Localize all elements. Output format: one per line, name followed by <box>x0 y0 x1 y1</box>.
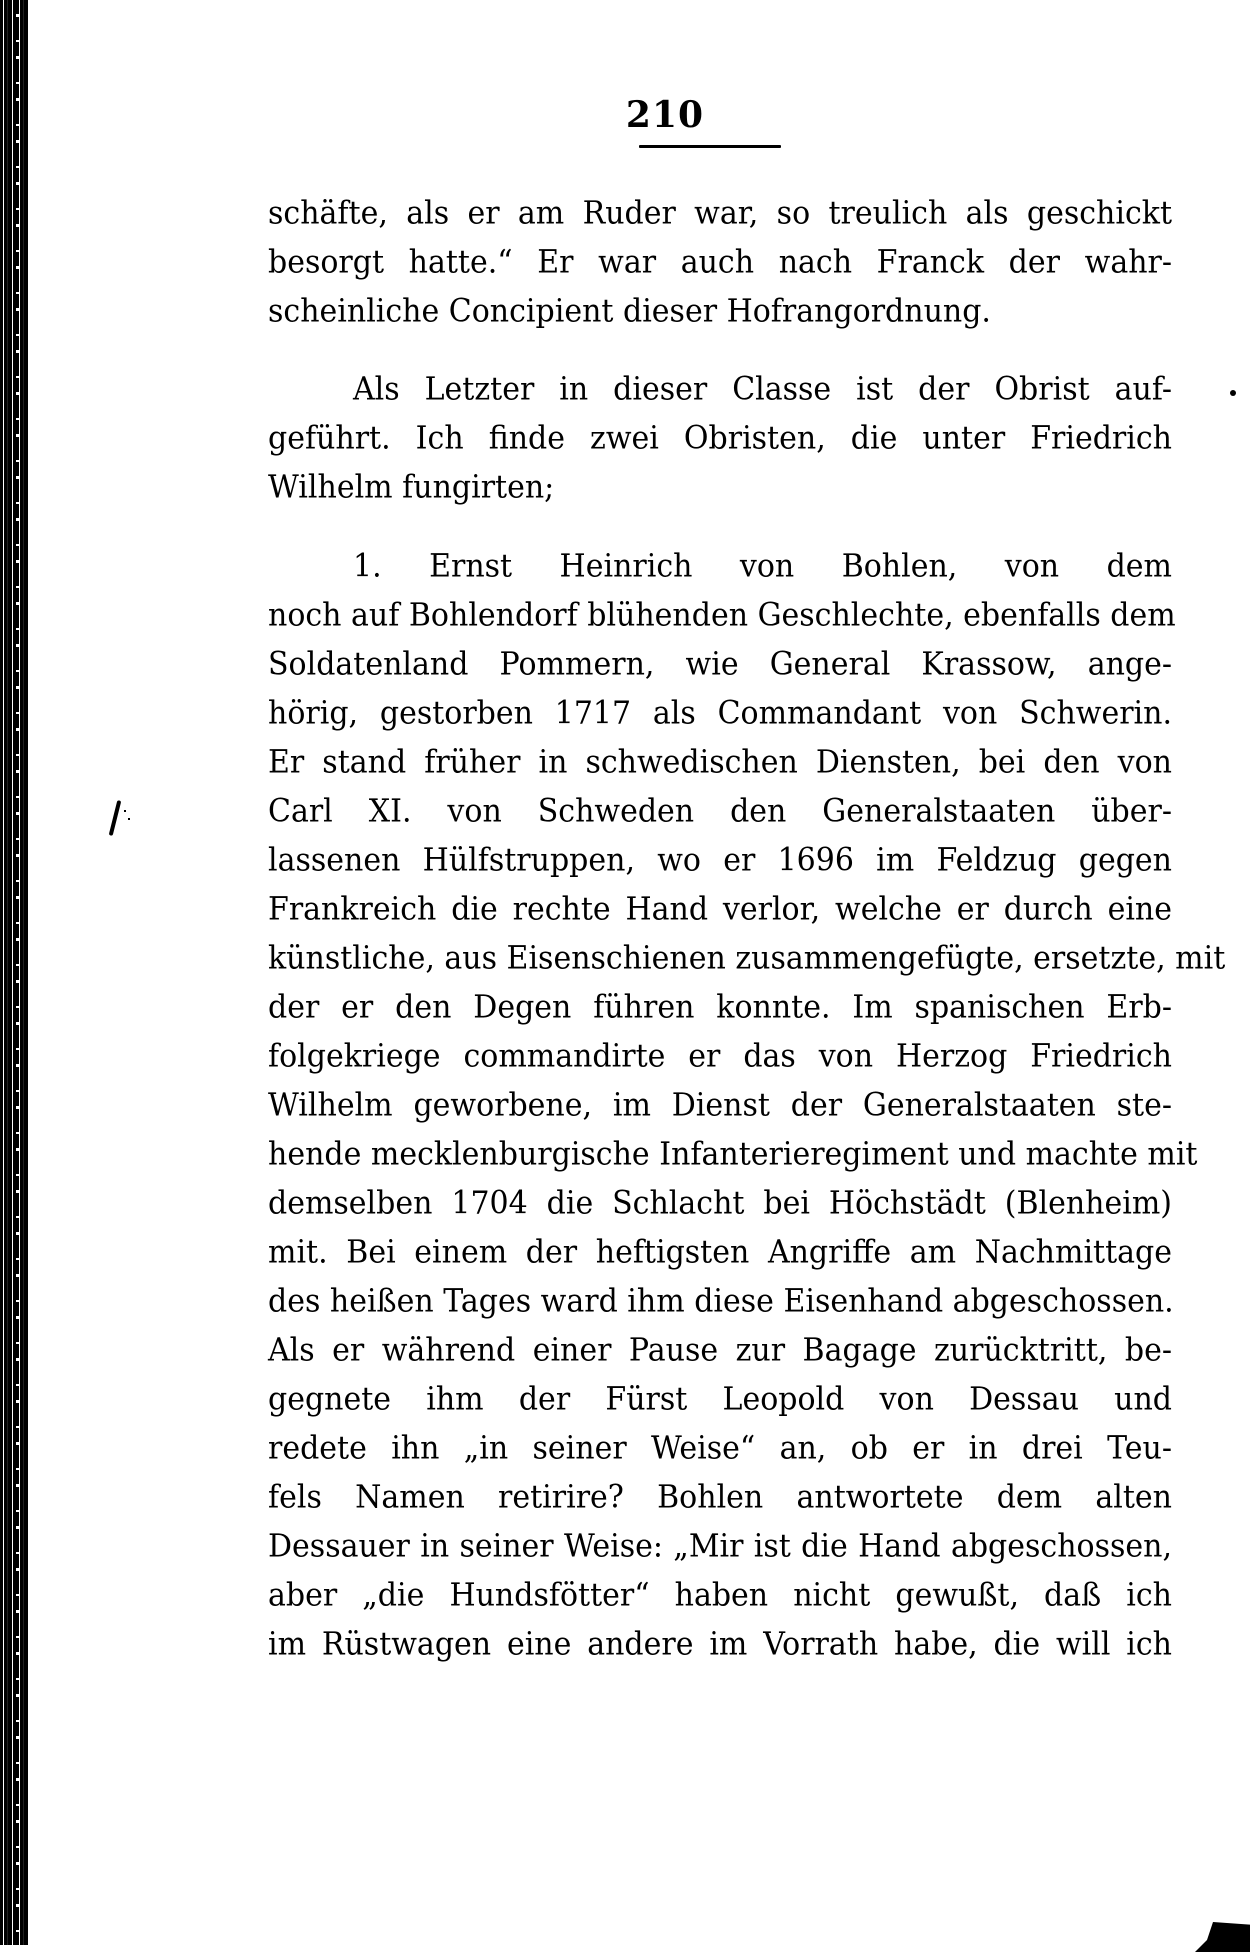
text-line: gegnete ihm der Fürst Leopold von Dessau und <box>268 1381 1172 1418</box>
text-line: scheinliche Concipient dieser Hofrangordnung. <box>268 293 991 330</box>
margin-speck <box>128 818 130 820</box>
text-line: Dessauer in seiner Weise: „Mir ist die Hand abgeschossen, <box>268 1528 1172 1565</box>
page-number: 210 <box>625 94 705 136</box>
text-line: noch auf Bohlendorf blühenden Geschlechte, ebenfalls dem <box>268 597 1176 634</box>
text-line: besorgt hatte.“ Er war auch nach Franck der wahr- <box>268 244 1172 281</box>
text-line: Er stand früher in schwedischen Diensten, bei den von <box>268 744 1172 781</box>
text-line: 1. Ernst Heinrich von Bohlen, von dem <box>353 548 1172 585</box>
binding-hairline <box>26 0 27 1945</box>
text-line: fels Namen retirire? Bohlen antwortete dem alten <box>268 1479 1172 1516</box>
text-line: mit. Bei einem der heftigsten Angriffe am Nachmittage <box>268 1234 1172 1271</box>
text-line: Wilhelm fungirten; <box>268 469 555 506</box>
text-line: Als Letzter in dieser Classe ist der Obrist auf- <box>353 371 1172 408</box>
text-line: hörig, gestorben 1717 als Commandant von Schwerin. <box>268 695 1172 732</box>
text-line: redete ihn „in seiner Weise“ an, ob er in drei Teu- <box>268 1430 1172 1467</box>
text-line: folgekriege commandirte er das von Herzog Friedrich <box>268 1038 1172 1075</box>
text-line: Wilhelm geworbene, im Dienst der Generalstaaten ste- <box>268 1087 1172 1124</box>
margin-dot <box>1230 390 1236 396</box>
text-line: künstliche, aus Eisenschienen zusammengefügte, ersetzte, mit <box>268 940 1226 977</box>
book-binding-edge <box>0 0 28 1945</box>
page-corner-shadow <box>1195 1922 1250 1952</box>
text-line: aber „die Hundsfötter“ haben nicht gewußt, daß ich <box>268 1577 1172 1614</box>
text-line: Frankreich die rechte Hand verlor, welche er durch eine <box>268 891 1172 928</box>
text-line: Soldatenland Pommern, wie General Krassow, ange- <box>268 646 1172 683</box>
text-line: der er den Degen führen konnte. Im spanischen Erb- <box>268 989 1172 1026</box>
margin-pencil-mark <box>109 800 122 836</box>
text-line: im Rüstwagen eine andere im Vorrath habe, die will ich <box>268 1626 1172 1663</box>
text-line: demselben 1704 die Schlacht bei Höchstädt (Blenheim) <box>268 1185 1172 1222</box>
text-line: des heißen Tages ward ihm diese Eisenhand abgeschossen. <box>268 1283 1174 1320</box>
text-line: geführt. Ich finde zwei Obristen, die unter Friedrich <box>268 420 1172 457</box>
text-line: hende mecklenburgische Infanterieregiment und machte mit <box>268 1136 1198 1173</box>
text-line: Carl XI. von Schweden den Generalstaaten über- <box>268 793 1172 830</box>
text-line: schäfte, als er am Ruder war, so treulich als geschickt <box>268 195 1172 232</box>
text-line: Als er während einer Pause zur Bagage zurücktritt, be- <box>268 1332 1172 1369</box>
text-line: lassenen Hülfstruppen, wo er 1696 im Feldzug gegen <box>268 842 1172 879</box>
page-number-rule <box>639 145 781 148</box>
margin-speck <box>124 810 126 812</box>
